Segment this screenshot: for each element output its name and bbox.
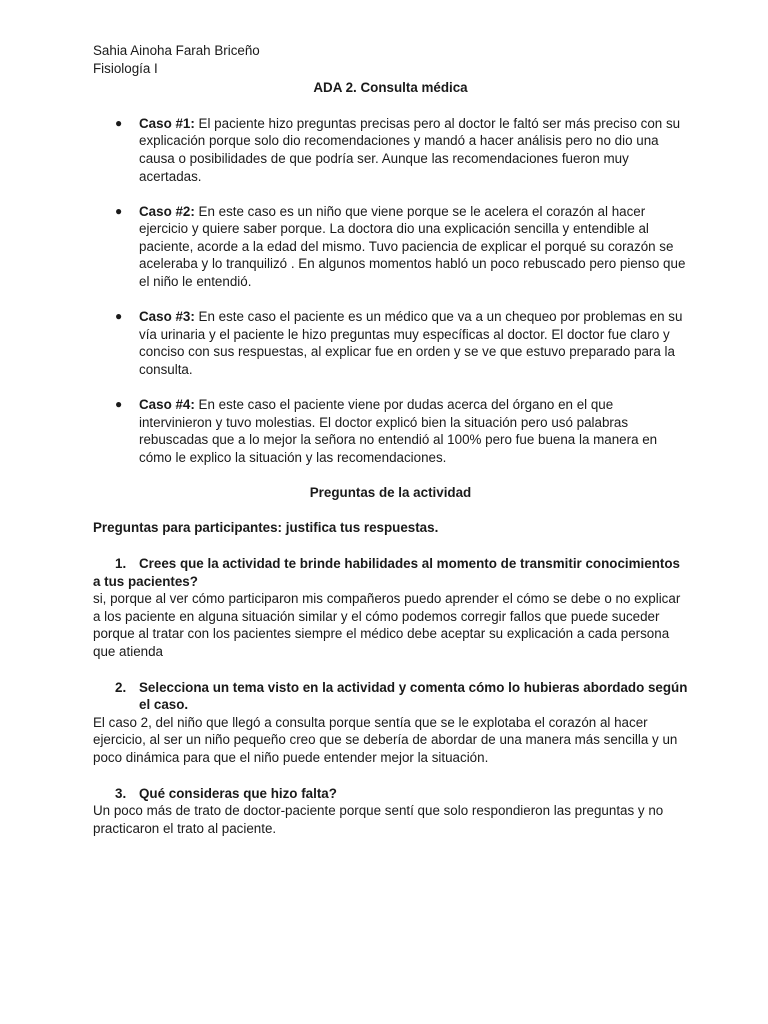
course-name: Fisiología I — [93, 60, 158, 76]
question-number: 2. — [115, 679, 127, 695]
author-name: Sahia Ainoha Farah Briceño — [93, 43, 260, 58]
question-text: 3. Qué consideras que hizo falta? — [115, 785, 337, 801]
question-number: 3. — [115, 785, 127, 801]
answer-text: si, porque al ver cómo participaron mis compañeros puedo aprender el cómo se debe o no explicar a los paciente en alguna situación similar y el cómo podemos corregir fallos que puede suceder porque al tratar con los pacientes siempre el médico debe aceptar su explicación a cada persona que atienda — [93, 591, 681, 660]
answer-text: El caso 2, del niño que llegó a consulta porque sentía que se le explotaba el corazón al hacer ejercicio, al ser un niño pequeño creo que se debería de abordar de una manera más sencilla y un poco dinámica para que el niño puede entender mejor la situación. — [93, 714, 678, 765]
case-item-4 — [93, 396, 688, 466]
case-item-3 — [93, 308, 688, 378]
question-block-1 — [93, 555, 688, 661]
document-title: ADA 2. Consulta médica — [313, 80, 468, 96]
case-item-1 — [93, 115, 688, 185]
case-text: El paciente hizo preguntas precisas pero al doctor le faltó ser más preciso con su explicación porque solo dio recomendaciones y mandó a hacer análisis pero no dio una causa o posibilidades de que podría ser. Aunque las recomendaciones fueron muy acertadas. — [139, 115, 681, 184]
case-text: En este caso el paciente viene por dudas acerca del órgano en el que intervinieron y tuvo molestias. El doctor explicó bien la situación pero usó palabras rebuscadas que a lo mejor la señora no entendió al 100% pero fue buena la manera en cómo le explico la situación y las recomendaciones. — [139, 397, 658, 465]
case-text: En este caso el paciente es un médico que va a un chequeo por problemas en su vía urinaria y el paciente le hizo preguntas muy específicas al doctor. El doctor fue claro y conciso con sus respuestas, al explicar fue en orden y se ve que estuvo preparado para la consulta. — [139, 309, 683, 377]
bullet-icon: ● — [115, 203, 123, 218]
question-block-3 — [93, 785, 688, 838]
question-number: 1. — [115, 556, 127, 572]
case-label: Caso #4: — [139, 397, 195, 412]
activity-section-title: Preguntas de la actividad — [309, 484, 472, 500]
case-text: En este caso es un niño que viene porque se le acelera el corazón al hacer ejercicio y quiere saber porque. La doctora dio una explicación sencilla y entendible al paciente, acorde a la edad del mismo. Tuvo paciencia de explicar el porqué su corazón se aceleraba y lo tranquilizó . En algunos momentos habló un poco rebuscado pero pienso que el niño le entendió. — [139, 203, 686, 290]
case-item-2 — [93, 203, 688, 291]
case-label: Caso #3: — [139, 309, 195, 325]
case-label: Caso #1: — [139, 115, 195, 131]
question-text: 1. Crees que la actividad te brinde habilidades al momento de transmitir conocimientos a tus pacientes? — [93, 556, 680, 589]
answer-text: Un poco más de trato de doctor-paciente porque sentí que solo respondieron las preguntas y no practicaron el trato al paciente. — [93, 803, 664, 836]
question-block-2 — [93, 679, 688, 767]
bullet-icon: ● — [115, 309, 123, 324]
case-list — [93, 115, 688, 467]
participants-intro: Preguntas para participantes: justifica tus respuestas. — [93, 520, 439, 536]
bullet-icon: ● — [115, 397, 123, 411]
question-text: 2. Selecciona un tema visto en la actividad y comenta cómo lo hubieras abordado según el caso. — [115, 679, 688, 713]
case-label: Caso #2: — [139, 203, 195, 219]
bullet-icon: ● — [115, 115, 123, 130]
